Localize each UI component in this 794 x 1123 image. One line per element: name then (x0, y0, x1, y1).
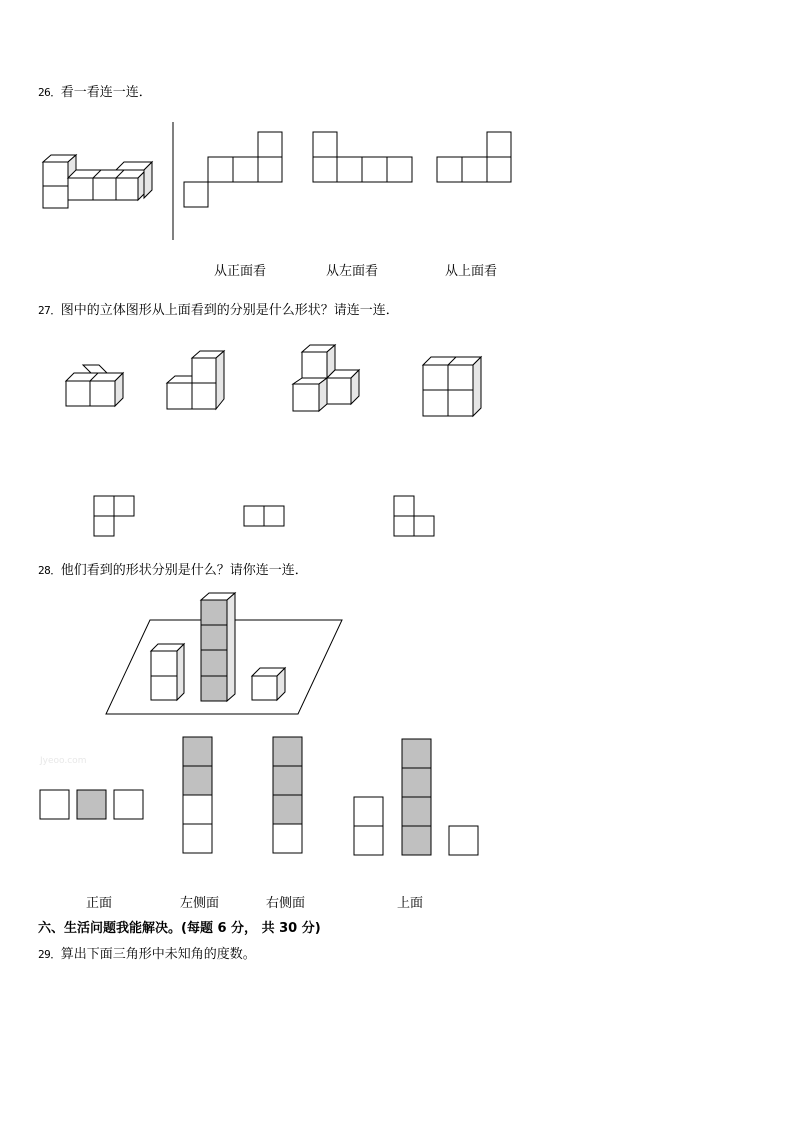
q26-view-option-2[interactable] (313, 132, 412, 182)
section-heading-6: 六、生活问题我能解决。(每题 6 分， 共 30 分) (38, 921, 321, 936)
question-number: 28． (38, 564, 61, 577)
question-number: 27． (38, 304, 61, 317)
q28-option-top[interactable] (354, 739, 478, 855)
q28-scene (106, 593, 342, 714)
q27-solid-4[interactable] (423, 357, 481, 416)
question-27 (38, 304, 399, 317)
question-number: 26． (38, 86, 61, 99)
q28-option-col-b[interactable] (273, 737, 302, 853)
q28-option-row[interactable] (40, 790, 143, 819)
q26-solid-figure (43, 155, 152, 208)
question-text: 他们看到的形状分别是什么？请你连一连． (60, 563, 308, 578)
q28-label-front: 正面 (86, 896, 113, 911)
q27-option-1[interactable] (94, 496, 134, 536)
q28-label-left-side: 左侧面 (180, 896, 220, 911)
q26-label-front: 从正面看 (214, 264, 267, 279)
q27-solid-1[interactable] (66, 365, 123, 406)
q26-view-option-1[interactable] (184, 132, 282, 207)
question-29 (38, 948, 256, 961)
q28-label-right-side: 右侧面 (266, 896, 306, 911)
q28-label-top: 上面 (397, 896, 424, 911)
q26-view-option-3[interactable] (437, 132, 511, 182)
question-28 (38, 564, 308, 577)
q27-solid-2[interactable] (167, 351, 224, 409)
watermark: Jyeoo.com (40, 756, 87, 766)
q27-option-3[interactable] (394, 496, 434, 536)
q27-solid-3[interactable] (293, 345, 359, 411)
question-number: 29． (38, 948, 61, 961)
q27-option-2[interactable] (244, 506, 284, 526)
q28-cube-right (252, 668, 285, 700)
question-text: 图中的立体图形从上面看到的分别是什么形状？请连一连． (60, 303, 399, 318)
q28-option-col-a[interactable] (183, 737, 212, 853)
q26-label-top: 从上面看 (445, 264, 498, 279)
q26-label-left: 从左面看 (326, 264, 379, 279)
question-text: 算出下面三角形中未知角的度数。 (60, 947, 256, 962)
q28-stack-middle (201, 593, 235, 701)
question-text: 看一看连一连． (60, 85, 152, 100)
q28-stack-left (151, 644, 184, 700)
